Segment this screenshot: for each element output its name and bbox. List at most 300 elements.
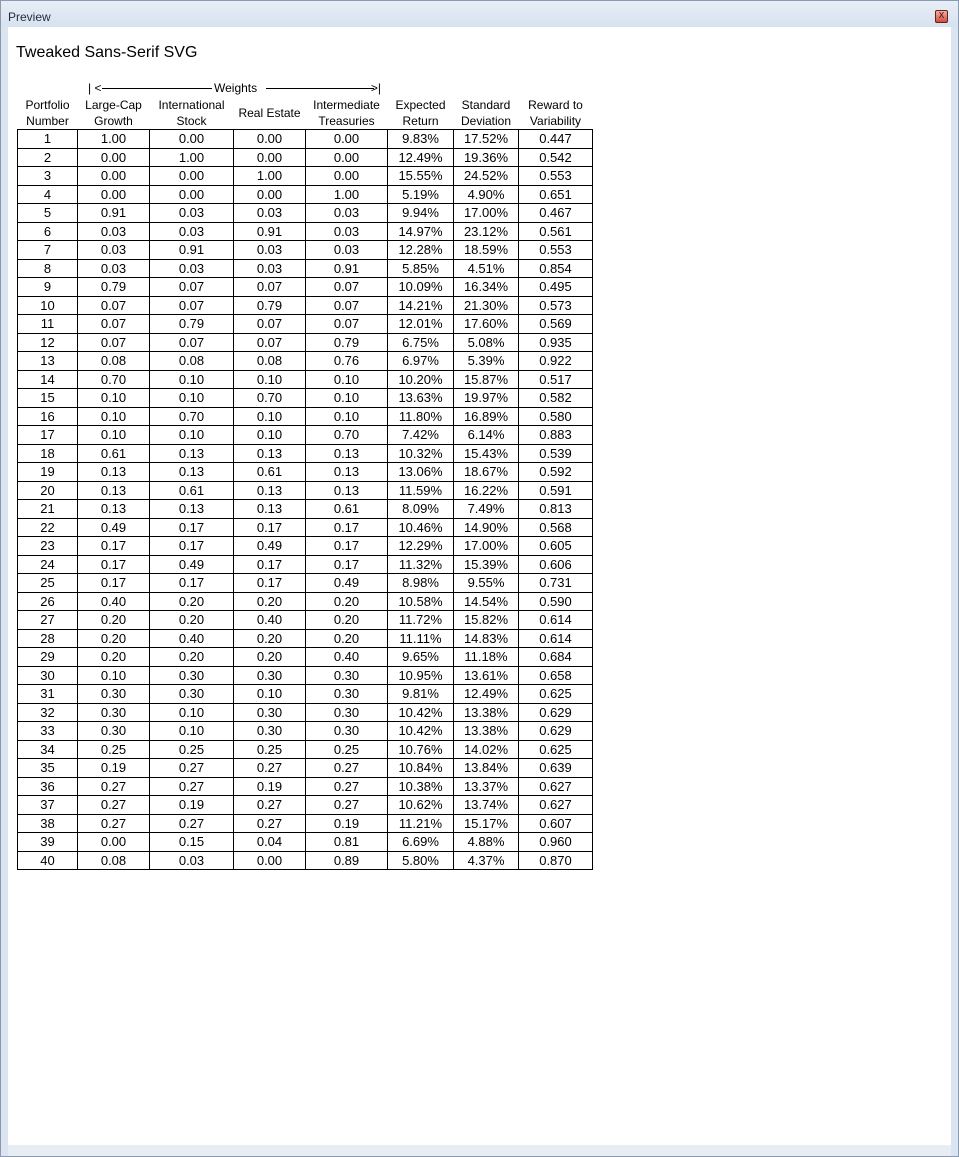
table-cell: 0.30 xyxy=(234,666,306,685)
title-bar[interactable] xyxy=(1,1,958,27)
table-cell: 0.20 xyxy=(78,629,150,648)
table-cell: 0.03 xyxy=(234,204,306,223)
table-cell: 0.00 xyxy=(78,185,150,204)
table-cell: 0.04 xyxy=(234,833,306,852)
table-cell: 4.90% xyxy=(454,185,519,204)
table-row xyxy=(18,777,593,796)
weights-span-header xyxy=(88,81,381,95)
table-cell: 0.20 xyxy=(78,611,150,630)
table-cell: 15.39% xyxy=(454,555,519,574)
table-cell: 18.67% xyxy=(454,463,519,482)
table-row xyxy=(18,370,593,389)
table-cell: 0.13 xyxy=(150,463,234,482)
table-cell: 24 xyxy=(18,555,78,574)
table-cell: 11.32% xyxy=(388,555,454,574)
table-cell: 13.61% xyxy=(454,666,519,685)
table-cell: 0.00 xyxy=(150,130,234,149)
table-cell: 0.658 xyxy=(519,666,593,685)
table-cell: 0.27 xyxy=(150,759,234,778)
table-cell: 0.10 xyxy=(150,426,234,445)
table-cell: 40 xyxy=(18,851,78,870)
table-cell: 21 xyxy=(18,500,78,519)
table-row xyxy=(18,148,593,167)
table-cell: 0.49 xyxy=(78,518,150,537)
table-cell: 0.25 xyxy=(150,740,234,759)
table-row xyxy=(18,592,593,611)
table-cell: 12.28% xyxy=(388,241,454,260)
table-row xyxy=(18,463,593,482)
table-cell: 24.52% xyxy=(454,167,519,186)
table-cell: 0.553 xyxy=(519,167,593,186)
table-cell: 8.98% xyxy=(388,574,454,593)
table-cell: 17.60% xyxy=(454,315,519,334)
table-cell: 0.07 xyxy=(78,315,150,334)
table-cell: 0.10 xyxy=(78,407,150,426)
table-cell: 10.58% xyxy=(388,592,454,611)
table-row xyxy=(18,296,593,315)
table-cell: 0.00 xyxy=(150,167,234,186)
table-cell: 10.76% xyxy=(388,740,454,759)
table-cell: 4.88% xyxy=(454,833,519,852)
table-cell: 0.10 xyxy=(234,370,306,389)
table-cell: 0.40 xyxy=(306,648,388,667)
table-cell: 0.17 xyxy=(150,537,234,556)
column-header-line: Intermediate xyxy=(313,98,380,112)
table-cell: 0.17 xyxy=(78,574,150,593)
table-cell: 0.553 xyxy=(519,241,593,260)
table-cell: 28 xyxy=(18,629,78,648)
table-cell: 0.03 xyxy=(78,259,150,278)
table-cell: 1.00 xyxy=(234,167,306,186)
table-cell: 11.21% xyxy=(388,814,454,833)
table-cell: 0.467 xyxy=(519,204,593,223)
table-cell: 0.13 xyxy=(78,500,150,519)
weights-right-line xyxy=(266,88,374,89)
table-cell: 1.00 xyxy=(306,185,388,204)
table-cell: 0.625 xyxy=(519,740,593,759)
table-cell: 0.00 xyxy=(150,185,234,204)
table-cell: 0.10 xyxy=(234,426,306,445)
table-cell: 0.20 xyxy=(234,592,306,611)
column-header xyxy=(306,97,388,130)
table-cell: 0.00 xyxy=(306,148,388,167)
table-row xyxy=(18,389,593,408)
weights-right-arrow: >| xyxy=(370,81,381,95)
table-cell: 0.91 xyxy=(306,259,388,278)
table-cell: 10.62% xyxy=(388,796,454,815)
table-row xyxy=(18,740,593,759)
table-cell: 0.17 xyxy=(234,555,306,574)
table-cell: 0.81 xyxy=(306,833,388,852)
table-cell: 7.42% xyxy=(388,426,454,445)
table-cell: 0.07 xyxy=(78,296,150,315)
table-cell: 0.10 xyxy=(234,685,306,704)
table-cell: 0.00 xyxy=(234,185,306,204)
table-cell: 20 xyxy=(18,481,78,500)
column-header-line: Treasuries xyxy=(318,114,375,128)
document-title: Tweaked Sans-Serif SVG xyxy=(16,44,198,61)
column-header-line: Stock xyxy=(176,114,207,128)
table-cell: 6.97% xyxy=(388,352,454,371)
table-cell: 0.07 xyxy=(150,333,234,352)
table-cell: 4 xyxy=(18,185,78,204)
table-cell: 14.97% xyxy=(388,222,454,241)
table-cell: 0.27 xyxy=(150,777,234,796)
table-row xyxy=(18,851,593,870)
table-cell: 0.27 xyxy=(234,759,306,778)
table-cell: 0.00 xyxy=(306,130,388,149)
table-cell: 10.42% xyxy=(388,722,454,741)
table-cell: 0.00 xyxy=(234,148,306,167)
table-cell: 0.30 xyxy=(78,703,150,722)
table-cell: 0.91 xyxy=(78,204,150,223)
column-header xyxy=(18,97,78,130)
table-cell: 0.573 xyxy=(519,296,593,315)
table-cell: 9.81% xyxy=(388,685,454,704)
table-cell: 12 xyxy=(18,333,78,352)
table-cell: 0.91 xyxy=(234,222,306,241)
table-cell: 0.30 xyxy=(234,703,306,722)
table-row xyxy=(18,204,593,223)
table-cell: 0.20 xyxy=(306,611,388,630)
column-header-line: Reward to xyxy=(528,98,583,112)
column-header xyxy=(78,97,150,130)
table-cell: 17.00% xyxy=(454,204,519,223)
table-cell: 0.614 xyxy=(519,629,593,648)
table-cell: 0.17 xyxy=(234,518,306,537)
table-cell: 0.40 xyxy=(150,629,234,648)
table-cell: 22 xyxy=(18,518,78,537)
column-header xyxy=(519,97,593,130)
table-cell: 0.25 xyxy=(306,740,388,759)
table-cell: 0.70 xyxy=(150,407,234,426)
table-header-row xyxy=(18,97,593,130)
table-cell: 13.84% xyxy=(454,759,519,778)
table-cell: 0.13 xyxy=(234,481,306,500)
table-cell: 0.19 xyxy=(78,759,150,778)
table-cell: 0.70 xyxy=(306,426,388,445)
table-cell: 10.09% xyxy=(388,278,454,297)
table-cell: 10.38% xyxy=(388,777,454,796)
table-cell: 12.49% xyxy=(454,685,519,704)
table-cell: 0.20 xyxy=(150,611,234,630)
table-cell: 0.607 xyxy=(519,814,593,833)
table-cell: 10.42% xyxy=(388,703,454,722)
table-cell: 0.20 xyxy=(306,629,388,648)
table-row xyxy=(18,315,593,334)
table-cell: 9.94% xyxy=(388,204,454,223)
table-cell: 0.03 xyxy=(306,204,388,223)
table-cell: 0.13 xyxy=(78,463,150,482)
table-cell: 0.07 xyxy=(306,296,388,315)
table-cell: 0.79 xyxy=(234,296,306,315)
table-cell: 1.00 xyxy=(78,130,150,149)
table-cell: 19.36% xyxy=(454,148,519,167)
table-row xyxy=(18,703,593,722)
table-cell: 10.46% xyxy=(388,518,454,537)
table-cell: 0.89 xyxy=(306,851,388,870)
table-cell: 11.59% xyxy=(388,481,454,500)
table-cell: 0.591 xyxy=(519,481,593,500)
column-header xyxy=(454,97,519,130)
table-cell: 0.17 xyxy=(150,574,234,593)
table-cell: 0.922 xyxy=(519,352,593,371)
table-cell: 15.87% xyxy=(454,370,519,389)
weights-left-line xyxy=(102,88,214,89)
table-cell: 0.10 xyxy=(150,722,234,741)
table-cell: 0.30 xyxy=(234,722,306,741)
table-cell: 0.61 xyxy=(78,444,150,463)
table-cell: 0.542 xyxy=(519,148,593,167)
table-cell: 0.03 xyxy=(306,222,388,241)
column-header-line: Standard xyxy=(461,98,511,112)
table-row xyxy=(18,611,593,630)
table-cell: 16.34% xyxy=(454,278,519,297)
table-cell: 0.592 xyxy=(519,463,593,482)
table-cell: 13 xyxy=(18,352,78,371)
table-cell: 0.13 xyxy=(306,463,388,482)
table-cell: 15.55% xyxy=(388,167,454,186)
table-cell: 9.55% xyxy=(454,574,519,593)
table-cell: 0.639 xyxy=(519,759,593,778)
table-cell: 0.03 xyxy=(78,241,150,260)
table-cell: 6.75% xyxy=(388,333,454,352)
table-body xyxy=(18,130,593,870)
table-cell: 0.517 xyxy=(519,370,593,389)
table-cell: 32 xyxy=(18,703,78,722)
table-cell: 17 xyxy=(18,426,78,445)
table-cell: 3 xyxy=(18,167,78,186)
table-cell: 14.21% xyxy=(388,296,454,315)
portfolio-table xyxy=(17,97,593,870)
table-cell: 0.30 xyxy=(78,722,150,741)
table-cell: 16 xyxy=(18,407,78,426)
table-cell: 0.00 xyxy=(234,130,306,149)
table-cell: 1.00 xyxy=(150,148,234,167)
table-cell: 15.43% xyxy=(454,444,519,463)
table-row xyxy=(18,222,593,241)
table-cell: 37 xyxy=(18,796,78,815)
table-row xyxy=(18,537,593,556)
table-cell: 29 xyxy=(18,648,78,667)
table-cell: 0.10 xyxy=(150,703,234,722)
table-cell: 14.54% xyxy=(454,592,519,611)
table-row xyxy=(18,426,593,445)
table-cell: 6.14% xyxy=(454,426,519,445)
table-cell: 14 xyxy=(18,370,78,389)
status-bar xyxy=(8,1145,951,1156)
table-cell: 7 xyxy=(18,241,78,260)
table-cell: 31 xyxy=(18,685,78,704)
table-row xyxy=(18,648,593,667)
table-cell: 0.30 xyxy=(150,666,234,685)
table-cell: 0.569 xyxy=(519,315,593,334)
table-cell: 0.883 xyxy=(519,426,593,445)
table-cell: 5.85% xyxy=(388,259,454,278)
table-cell: 39 xyxy=(18,833,78,852)
table-cell: 19 xyxy=(18,463,78,482)
table-cell: 0.10 xyxy=(234,407,306,426)
table-cell: 0.960 xyxy=(519,833,593,852)
table-cell: 0.935 xyxy=(519,333,593,352)
table-cell: 23 xyxy=(18,537,78,556)
table-cell: 0.10 xyxy=(78,426,150,445)
table-cell: 0.20 xyxy=(150,648,234,667)
table-cell: 0.10 xyxy=(306,389,388,408)
table-cell: 0.10 xyxy=(78,389,150,408)
table-row xyxy=(18,333,593,352)
table-cell: 0.70 xyxy=(78,370,150,389)
table-cell: 0.684 xyxy=(519,648,593,667)
table-row xyxy=(18,796,593,815)
table-cell: 0.582 xyxy=(519,389,593,408)
table-cell: 0.08 xyxy=(78,851,150,870)
column-header-line: Number xyxy=(26,114,69,128)
table-cell: 0.91 xyxy=(150,241,234,260)
table-cell: 36 xyxy=(18,777,78,796)
table-cell: 14.02% xyxy=(454,740,519,759)
table-cell: 0.13 xyxy=(234,500,306,519)
table-cell: 0.49 xyxy=(306,574,388,593)
table-cell: 0.20 xyxy=(306,592,388,611)
table-cell: 0.30 xyxy=(306,722,388,741)
table-cell: 0.17 xyxy=(78,555,150,574)
table-cell: 15.17% xyxy=(454,814,519,833)
table-cell: 0.813 xyxy=(519,500,593,519)
table-cell: 0.07 xyxy=(234,315,306,334)
column-header xyxy=(388,97,454,130)
table-cell: 0.27 xyxy=(234,814,306,833)
table-cell: 0.17 xyxy=(306,537,388,556)
table-cell: 0.27 xyxy=(78,796,150,815)
table-cell: 0.13 xyxy=(234,444,306,463)
table-cell: 0.447 xyxy=(519,130,593,149)
table-row xyxy=(18,481,593,500)
table-cell: 0.17 xyxy=(306,555,388,574)
table-cell: 5.08% xyxy=(454,333,519,352)
table-cell: 0.20 xyxy=(78,648,150,667)
table-row xyxy=(18,241,593,260)
table-cell: 0.10 xyxy=(78,666,150,685)
table-cell: 0.07 xyxy=(234,333,306,352)
table-cell: 0.27 xyxy=(78,814,150,833)
table-cell: 0.03 xyxy=(234,241,306,260)
table-cell: 0.13 xyxy=(306,444,388,463)
table-cell: 0.30 xyxy=(306,703,388,722)
table-cell: 16.22% xyxy=(454,481,519,500)
column-header-line: Return xyxy=(402,114,439,128)
table-cell: 0.08 xyxy=(150,352,234,371)
table-cell: 0.13 xyxy=(150,500,234,519)
table-cell: 0.614 xyxy=(519,611,593,630)
table-cell: 0.568 xyxy=(519,518,593,537)
table-cell: 0.10 xyxy=(306,407,388,426)
table-row xyxy=(18,555,593,574)
table-cell: 11.80% xyxy=(388,407,454,426)
table-cell: 0.40 xyxy=(234,611,306,630)
table-cell: 14.90% xyxy=(454,518,519,537)
column-header-line: Variability xyxy=(529,114,582,128)
table-cell: 0.30 xyxy=(78,685,150,704)
column-header-line: Large-Cap xyxy=(85,98,142,112)
table-row xyxy=(18,833,593,852)
table-cell: 0.625 xyxy=(519,685,593,704)
table-cell: 0.27 xyxy=(306,759,388,778)
table-cell: 33 xyxy=(18,722,78,741)
weights-label: Weights xyxy=(214,81,258,95)
table-cell: 0.61 xyxy=(306,500,388,519)
table-cell: 12.01% xyxy=(388,315,454,334)
table-cell: 0.07 xyxy=(150,278,234,297)
table-row xyxy=(18,685,593,704)
table-cell: 0.08 xyxy=(78,352,150,371)
table-cell: 0.20 xyxy=(234,648,306,667)
table-cell: 12.49% xyxy=(388,148,454,167)
table-cell: 23.12% xyxy=(454,222,519,241)
column-header-line: Portfolio xyxy=(25,98,70,112)
close-icon: x xyxy=(938,9,945,21)
table-cell: 0.13 xyxy=(150,444,234,463)
table-cell: 0.00 xyxy=(78,833,150,852)
table-cell: 0.00 xyxy=(306,167,388,186)
table-cell: 0.561 xyxy=(519,222,593,241)
table-cell: 0.30 xyxy=(306,666,388,685)
table-cell: 0.07 xyxy=(150,296,234,315)
table-cell: 0.13 xyxy=(78,481,150,500)
table-cell: 0.651 xyxy=(519,185,593,204)
table-cell: 0.590 xyxy=(519,592,593,611)
table-cell: 0.03 xyxy=(78,222,150,241)
column-header xyxy=(234,97,306,130)
table-cell: 10.32% xyxy=(388,444,454,463)
table-cell: 0.27 xyxy=(78,777,150,796)
table-row xyxy=(18,722,593,741)
table-row xyxy=(18,352,593,371)
close-button[interactable] xyxy=(935,10,948,23)
table-cell: 34 xyxy=(18,740,78,759)
table-cell: 0.605 xyxy=(519,537,593,556)
table-cell: 18 xyxy=(18,444,78,463)
table-cell: 0.17 xyxy=(306,518,388,537)
table-cell: 0.61 xyxy=(150,481,234,500)
table-cell: 0.20 xyxy=(234,629,306,648)
column-header-line: Expected xyxy=(395,98,446,112)
table-cell: 30 xyxy=(18,666,78,685)
column-header-line: Deviation xyxy=(460,114,512,128)
table-cell: 0.25 xyxy=(78,740,150,759)
table-cell: 0.10 xyxy=(150,389,234,408)
table-cell: 0.731 xyxy=(519,574,593,593)
table-cell: 5.19% xyxy=(388,185,454,204)
table-cell: 17.00% xyxy=(454,537,519,556)
table-cell: 5.80% xyxy=(388,851,454,870)
table-cell: 0.03 xyxy=(306,241,388,260)
table-cell: 5.39% xyxy=(454,352,519,371)
table-cell: 0.03 xyxy=(150,259,234,278)
table-row xyxy=(18,574,593,593)
table-cell: 0.10 xyxy=(150,370,234,389)
table-cell: 0.25 xyxy=(234,740,306,759)
table-cell: 38 xyxy=(18,814,78,833)
table-row xyxy=(18,407,593,426)
table-cell: 0.629 xyxy=(519,722,593,741)
table-cell: 9.83% xyxy=(388,130,454,149)
table-cell: 0.49 xyxy=(234,537,306,556)
table-cell: 0.79 xyxy=(150,315,234,334)
table-cell: 6 xyxy=(18,222,78,241)
table-cell: 11 xyxy=(18,315,78,334)
column-header xyxy=(150,97,234,130)
